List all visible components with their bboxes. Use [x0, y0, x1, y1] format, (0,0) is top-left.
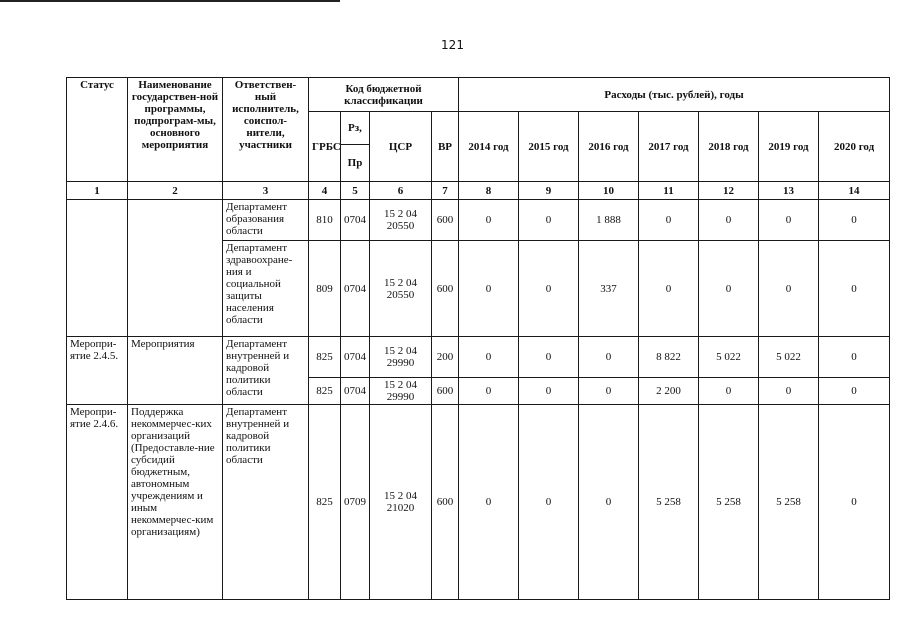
value-cell: 0 [759, 241, 819, 337]
csr-cell: 15 2 04 29990 [370, 378, 432, 405]
vr-cell: 200 [432, 337, 459, 378]
value-cell: 0 [519, 200, 579, 241]
column-number: 3 [223, 182, 309, 200]
header-year-2015: 2015 год [519, 112, 579, 182]
column-number: 12 [699, 182, 759, 200]
value-cell: 0 [699, 200, 759, 241]
value-cell: 5 022 [699, 337, 759, 378]
value-cell: 8 822 [639, 337, 699, 378]
header-rz: Рз, [341, 112, 370, 145]
csr-cell: 15 2 04 20550 [370, 241, 432, 337]
table-row [67, 337, 890, 378]
value-cell: 0 [459, 405, 519, 600]
value-cell: 0 [579, 405, 639, 600]
header-name: Наименование государствен-ной программы, подпрограм-мы, основного мероприятия [128, 78, 223, 182]
grbs-cell: 810 [309, 200, 341, 241]
status-cell: Меропри-ятие 2.4.6. [67, 405, 128, 600]
column-number: 11 [639, 182, 699, 200]
budget-table [66, 77, 890, 600]
value-cell: 5 022 [759, 337, 819, 378]
csr-cell: 15 2 04 20550 [370, 200, 432, 241]
column-number: 2 [128, 182, 223, 200]
value-cell: 0 [579, 378, 639, 405]
column-number: 6 [370, 182, 432, 200]
column-number: 5 [341, 182, 370, 200]
responsible-cell: Департамент образования области [223, 200, 309, 241]
value-cell: 0 [639, 200, 699, 241]
rzpr-cell: 0709 [341, 405, 370, 600]
vr-cell: 600 [432, 200, 459, 241]
status-cell: Меропри-ятие 2.4.5. [67, 337, 128, 405]
header-year-2016: 2016 год [579, 112, 639, 182]
header-year-2019: 2019 год [759, 112, 819, 182]
value-cell: 2 200 [639, 378, 699, 405]
header-expenses: Расходы (тыс. рублей), годы [459, 78, 890, 112]
rzpr-cell: 0704 [341, 378, 370, 405]
value-cell: 0 [579, 337, 639, 378]
value-cell: 5 258 [639, 405, 699, 600]
header-year-2020: 2020 год [819, 112, 890, 182]
header-grbs: ГРБС [309, 112, 341, 182]
rzpr-cell: 0704 [341, 337, 370, 378]
value-cell: 0 [819, 337, 890, 378]
name-cell [128, 200, 223, 337]
value-cell: 1 888 [579, 200, 639, 241]
grbs-cell: 825 [309, 405, 341, 600]
value-cell: 0 [819, 241, 890, 337]
table-row [67, 405, 890, 600]
value-cell: 5 258 [759, 405, 819, 600]
value-cell: 0 [759, 378, 819, 405]
responsible-cell: Департамент внутренней и кадровой политики области [223, 405, 309, 600]
value-cell: 0 [519, 337, 579, 378]
name-cell: Мероприятия [128, 337, 223, 405]
header-budget-code: Код бюджетной классификации [309, 78, 459, 112]
column-number: 7 [432, 182, 459, 200]
column-number: 4 [309, 182, 341, 200]
page-number: 121 [441, 38, 464, 52]
csr-cell: 15 2 04 29990 [370, 337, 432, 378]
csr-cell: 15 2 04 21020 [370, 405, 432, 600]
column-number: 9 [519, 182, 579, 200]
vr-cell: 600 [432, 378, 459, 405]
column-number: 1 [67, 182, 128, 200]
header-pr: Пр [341, 145, 370, 182]
value-cell: 337 [579, 241, 639, 337]
value-cell: 0 [759, 200, 819, 241]
value-cell: 0 [459, 378, 519, 405]
value-cell: 0 [819, 200, 890, 241]
header-vr: ВР [432, 112, 459, 182]
header-csr: ЦСР [370, 112, 432, 182]
grbs-cell: 825 [309, 337, 341, 378]
column-number: 13 [759, 182, 819, 200]
value-cell: 0 [519, 405, 579, 600]
rzpr-cell: 0704 [341, 200, 370, 241]
vr-cell: 600 [432, 241, 459, 337]
vr-cell: 600 [432, 405, 459, 600]
value-cell: 0 [819, 378, 890, 405]
header-year-2017: 2017 год [639, 112, 699, 182]
value-cell: 0 [699, 378, 759, 405]
column-number: 8 [459, 182, 519, 200]
column-number: 10 [579, 182, 639, 200]
value-cell: 0 [459, 337, 519, 378]
table-row [67, 200, 890, 241]
name-cell: Поддержка некоммерчес-ких организаций (Предоставле-ние субсидий бюджетным, автономным учреждениям и иным некоммерчес-ким организациям) [128, 405, 223, 600]
header-year-2018: 2018 год [699, 112, 759, 182]
top-rule [0, 0, 340, 2]
value-cell: 0 [639, 241, 699, 337]
column-number: 14 [819, 182, 890, 200]
responsible-cell: Департамент здравоохране-ния и социальной защиты населения области [223, 241, 309, 337]
header-responsible: Ответствен-ный исполнитель, соиспол-нители, участники [223, 78, 309, 182]
header-year-2014: 2014 год [459, 112, 519, 182]
value-cell: 0 [459, 200, 519, 241]
value-cell: 0 [459, 241, 519, 337]
value-cell: 0 [819, 405, 890, 600]
status-cell [67, 200, 128, 337]
header-status: Статус [67, 78, 128, 182]
value-cell: 0 [519, 241, 579, 337]
value-cell: 0 [519, 378, 579, 405]
value-cell: 0 [699, 241, 759, 337]
grbs-cell: 825 [309, 378, 341, 405]
rzpr-cell: 0704 [341, 241, 370, 337]
value-cell: 5 258 [699, 405, 759, 600]
responsible-cell: Департамент внутренней и кадровой политики области [223, 337, 309, 405]
column-number-row [67, 182, 890, 200]
grbs-cell: 809 [309, 241, 341, 337]
